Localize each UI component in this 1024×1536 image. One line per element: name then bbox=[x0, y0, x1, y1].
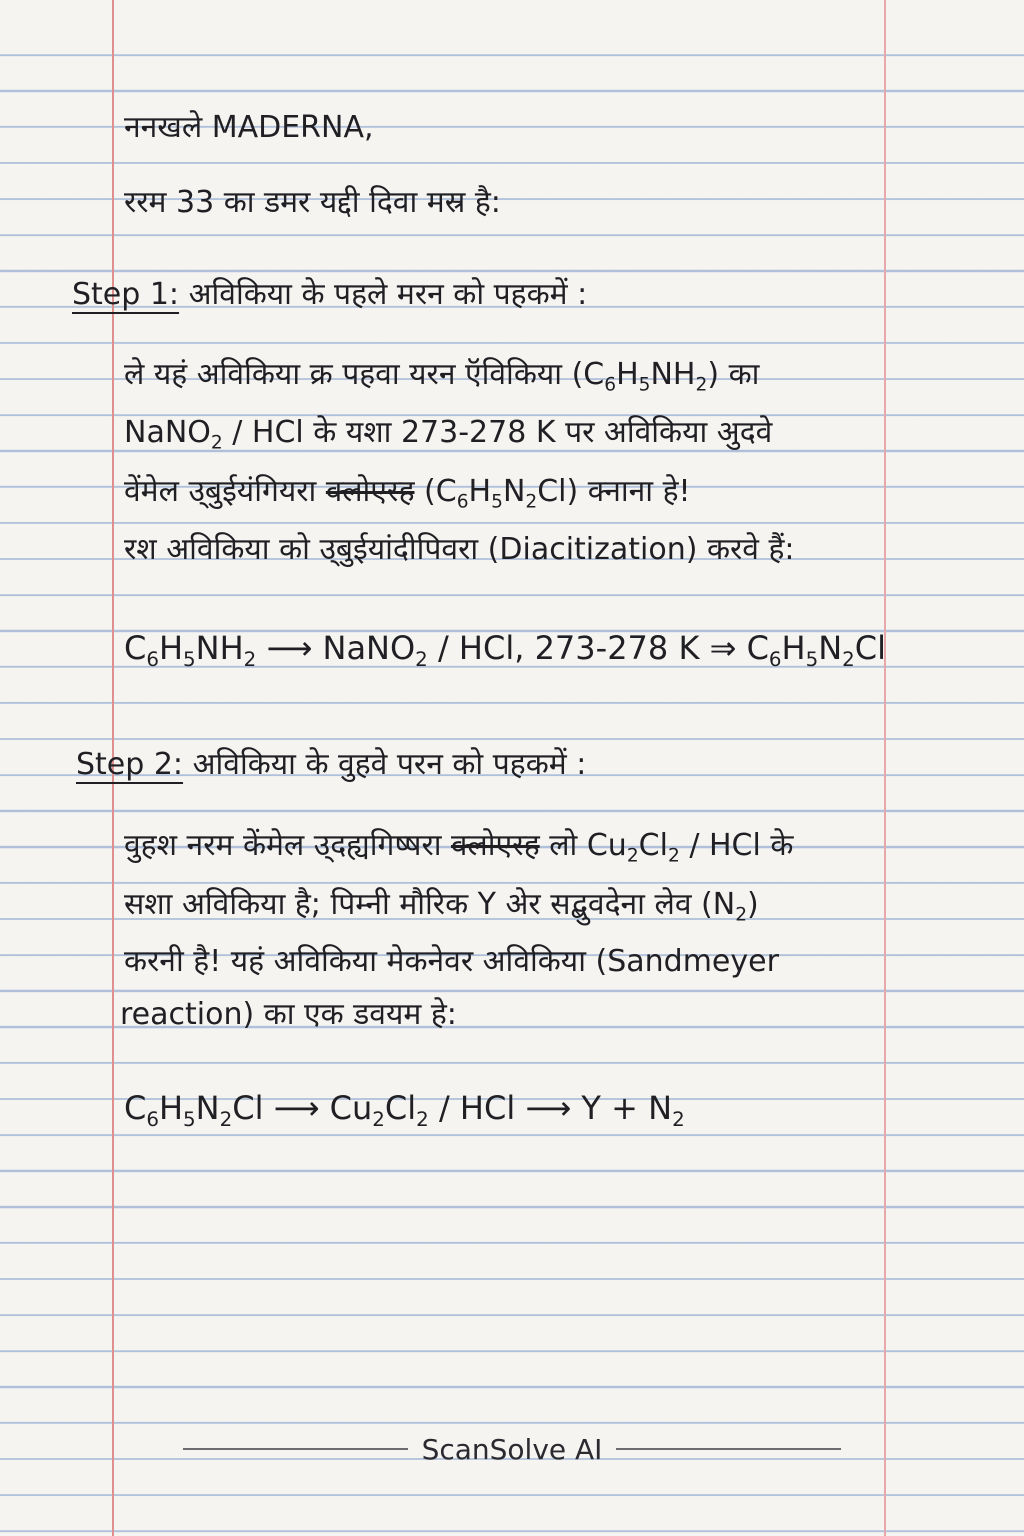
right-margin-line bbox=[884, 0, 886, 1536]
footer bbox=[0, 1425, 1024, 1473]
intro-text: ररम 33 का डमर यद्दी दिवा मस्र है: bbox=[124, 185, 501, 220]
step2-label: Step 2: bbox=[76, 747, 184, 782]
step2-line-1: वुहश नरम केंमेल उ्दह्यगिष्षरा क्लोएस्ह लो $Cu_2Cl_2$ / HCl के bbox=[124, 828, 794, 867]
footer-rule-left bbox=[183, 1448, 408, 1450]
step1-line-3: वेंमेल उ्बुईयंगियरा क्लोएस्ह $(C_6H_5N_2Cl)$ क्नाना हे! bbox=[124, 474, 691, 513]
struck-word: क्लोएस्ह bbox=[325, 474, 415, 509]
step1-line-2: NaNO$_2$ / HCl के यशा 273-278 K पर अविकिया अुदवे bbox=[124, 415, 773, 454]
step1-heading bbox=[72, 275, 587, 315]
step1-line-4: रश अविकिया को उ्बुईयांदीपिवरा (Diacitization) करवे हैं: bbox=[124, 532, 795, 567]
step1-equation: $C_6H_5NH_2$ ⟶ NaNO$_2$ / HCl, 273-278 K ⇒ $C_6H_5N_2Cl$ bbox=[124, 629, 887, 671]
step1-title: अविकिया के पहले मरन को पहकमें : bbox=[188, 277, 588, 312]
step2-line-4: reaction) का एक डवयम हे: bbox=[120, 997, 457, 1032]
struck-word: क्लोएस्ह bbox=[451, 828, 540, 863]
step2-title: अविकिया के वुहवे परन को पहकमें : bbox=[192, 747, 587, 782]
step2-line-3: करनी है! यहं अविकिया मेकनेवर अविकिया (Sandmeyer bbox=[124, 944, 779, 979]
brand-label: ScanSolve AI bbox=[421, 1432, 603, 1466]
footer-rule-right bbox=[616, 1448, 841, 1450]
step2-heading bbox=[76, 745, 586, 785]
step2-line-2: सशा अविकिया है; पिम्नी मौरिक Y अेर सद्बुवदेना लेव $(N_2)$ bbox=[124, 887, 759, 926]
step1-label: Step 1: bbox=[72, 277, 180, 312]
step1-line-1: ले यहं अविकिया क्र पहवा यरन ऍविकिया $(C_6H_5NH_2)$ का bbox=[124, 357, 760, 396]
greeting: ननखले MADERNA, bbox=[124, 110, 374, 145]
step2-equation: $C_6H_5N_2Cl$ ⟶ $Cu_2Cl_2$ / HCl ⟶ $Y + N_2$ bbox=[124, 1089, 685, 1131]
